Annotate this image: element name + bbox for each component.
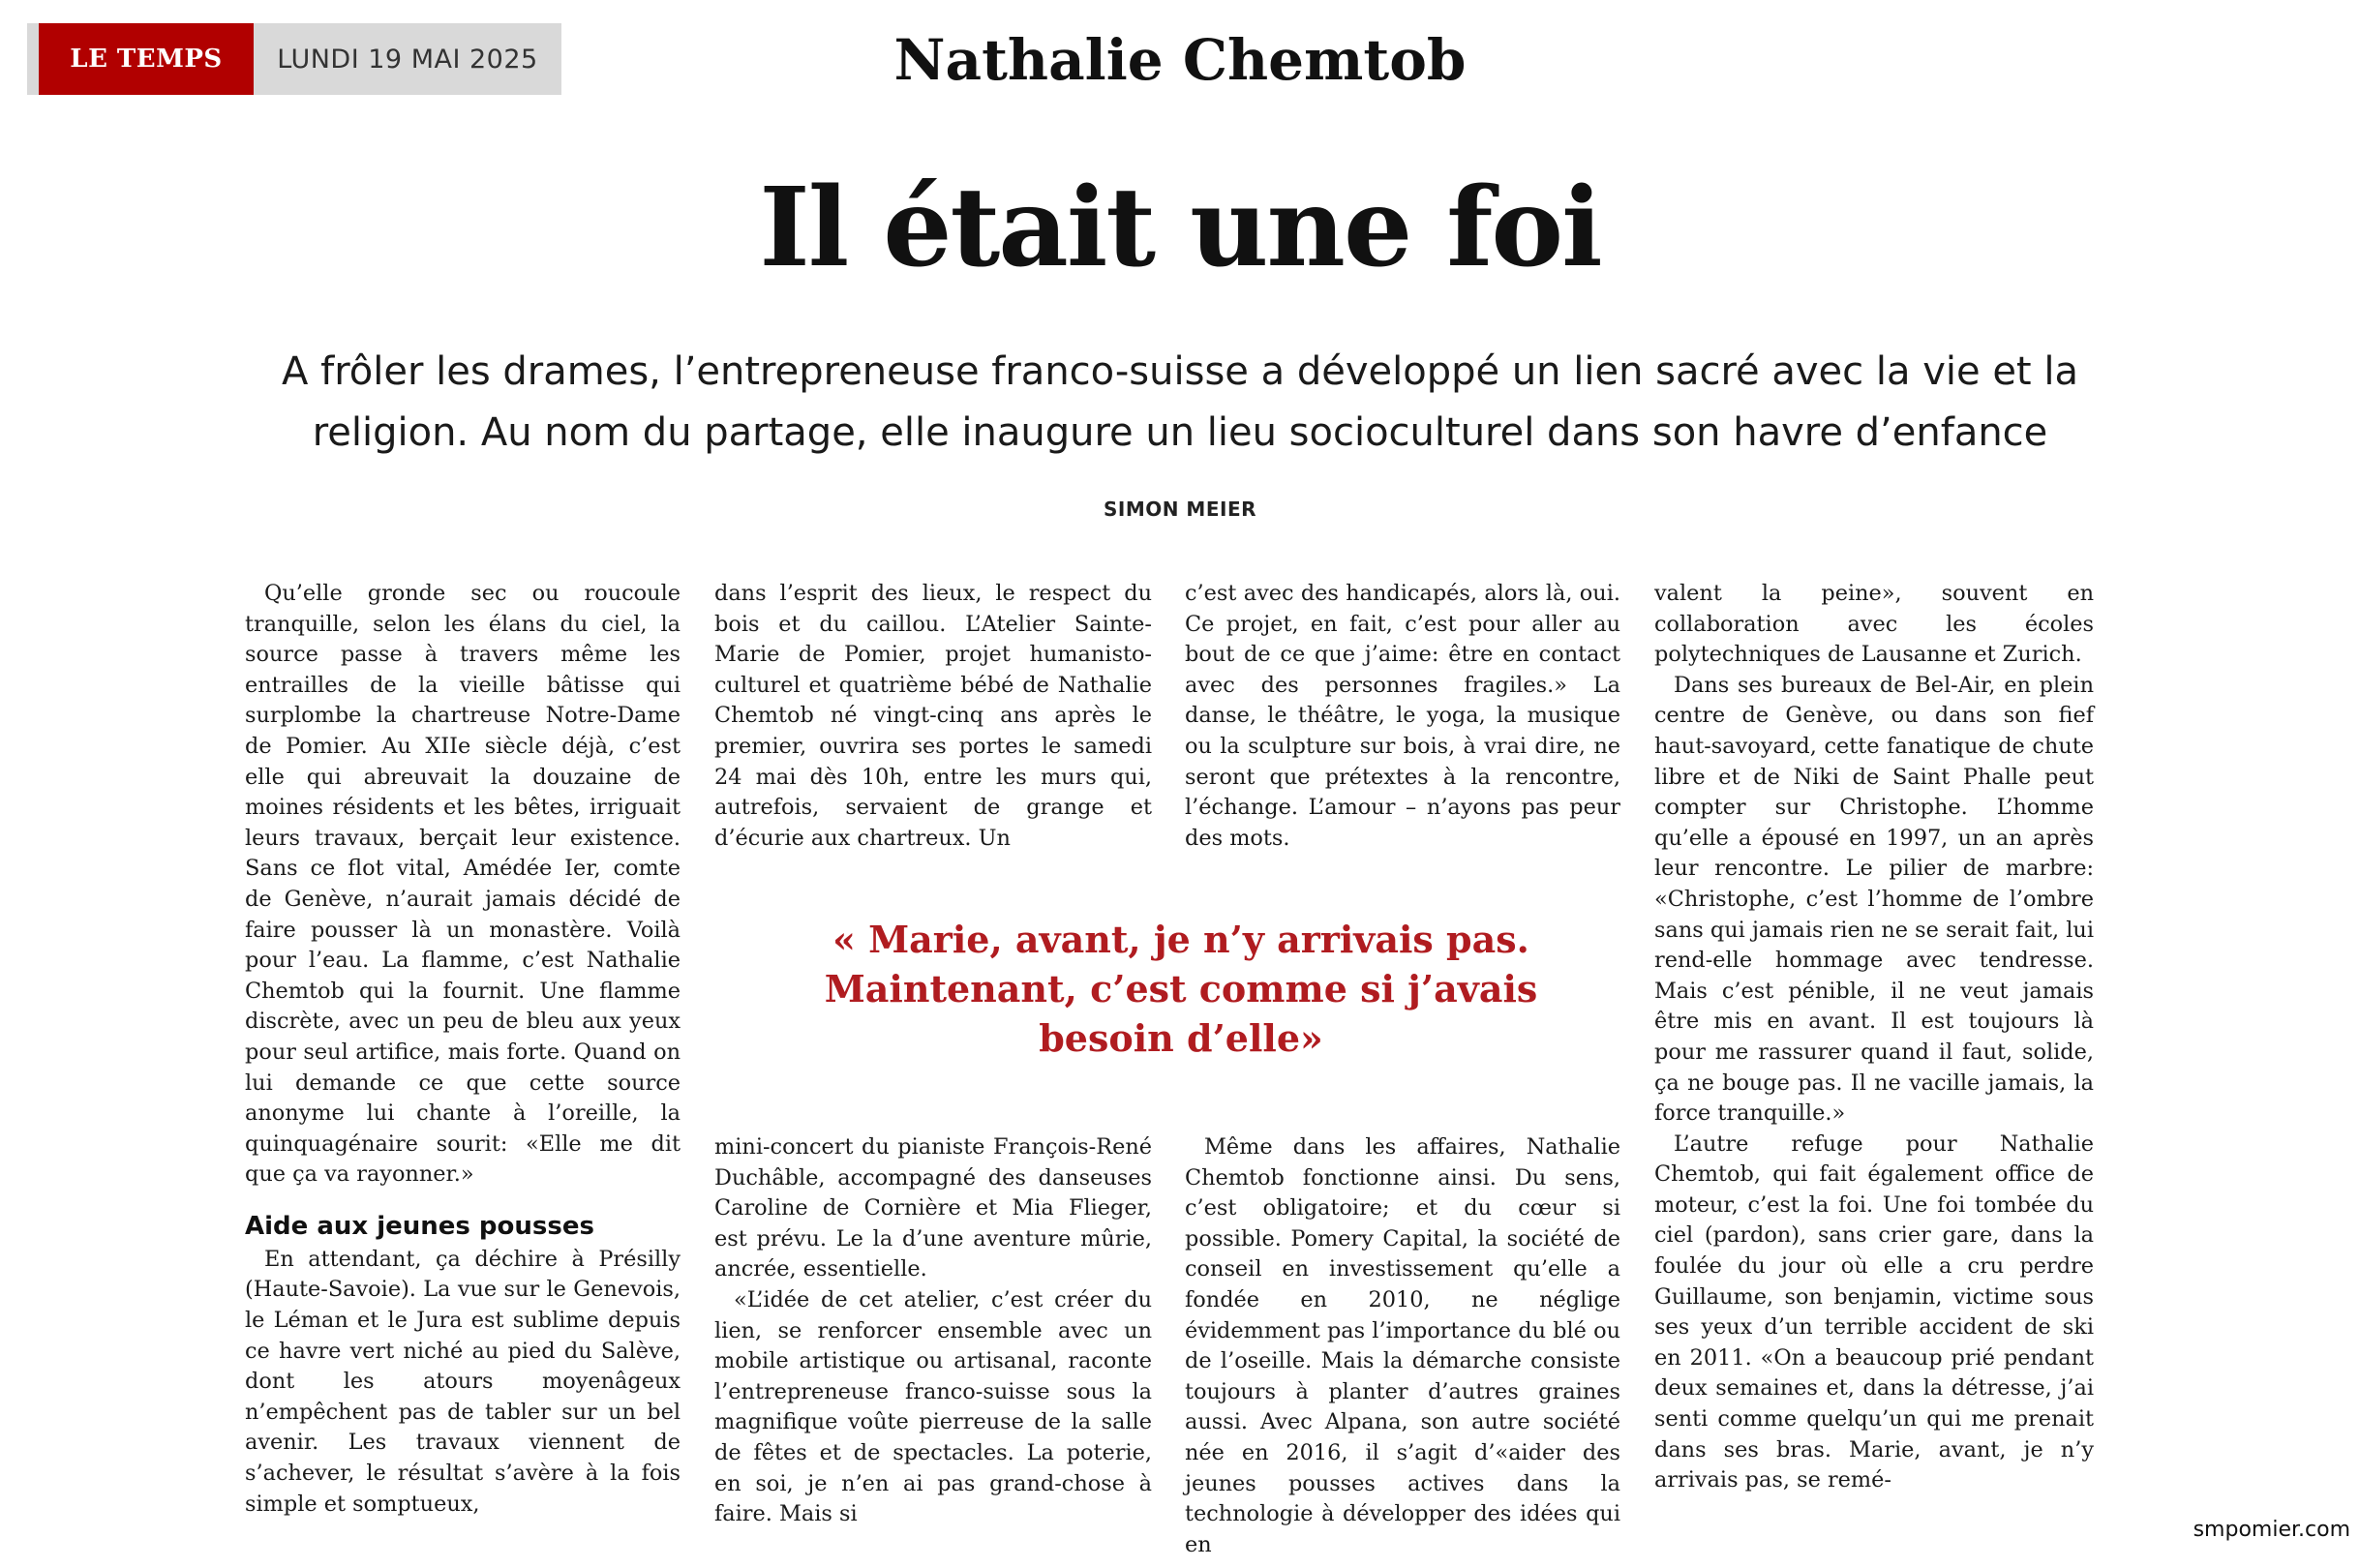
paragraph: Dans ses bureaux de Bel-Air, en plein centre de Genève, ou dans son fief haut-savoyard, cette fanatique de chute libre et de Niki de Saint Phalle peut compter sur Christophe. L’homme qu’elle a épousé en 1997, un an après leur rencontre. Le pilier de marbre: «Christophe, c’est l’homme de l’ombre sans qui jamais rien ne se serait fait, lui rend-elle hommage avec tendresse. Mais c’est pénible, il ne veut jamais être mis en avant. Il est toujours là pour me rassurer quand il faut, solide, ça ne bouge pas. Il ne vacille jamais, la force tranquille.» bbox=[1654, 672, 2094, 1127]
paragraph: Qu’elle gronde sec ou roucoule tranquille, selon les élans du ciel, la source passe à travers même les entrailles de la vieille bâtisse qui surplombe la chartreuse Notre-Dame de Pomier. Au XIIe siècle déjà, c’est elle qui abreuvait la douzaine de moines résidents et les bêtes, irriguait leurs travaux, berçait leur existence. Sans ce flot vital, Amédée Ier, comte de Genève, n’aurait jamais décidé de faire pousser là un monastère. Voilà pour l’eau. La flamme, c’est Nathalie Chemtob qui la fournit. Une flamme discrète, avec un peu de bleu aux yeux pour seul artifice, mais forte. Quand on lui demande ce que cette source anonyme lui chante à l’oreille, la quinquagénaire sourit: «Elle me dit que ça va rayonner.» bbox=[245, 581, 681, 1188]
article-column-3-top bbox=[1185, 579, 1620, 871]
paragraph: dans l’esprit des lieux, le respect du bois et du caillou. L’Atelier Sainte-Marie de Pomier, projet humanisto-culturel et quatrième bébé de Nathalie Chemtob né vingt-cinq ans après le premier, ouvrira ses portes le samedi 24 mai dès 10h, entre les murs qui, autrefois, servaient de grange et d’écurie aux chartreux. Un bbox=[714, 581, 1152, 851]
issue-date: LUNDI 19 MAI 2025 bbox=[277, 44, 538, 75]
paragraph: Même dans les affaires, Nathalie Chemtob fonctionne ainsi. Du sens, c’est obligatoire; et du cœur si possible. Pomery Capital, la société de conseil en investissement qu’elle a fondée en 2010, ne néglige évidemment pas l’importance du blé ou de l’oseille. Mais la démarche consiste toujours à planter d’autres graines aussi. Avec Alpana, son autre société née en 2016, il s’agit d’«aider des jeunes pousses actives dans la technologie à développer des idées qui en bbox=[1185, 1134, 1620, 1557]
source-website: smpomier.com bbox=[2193, 1518, 2350, 1542]
pull-quote: « Marie, avant, je n’y arrivais pas. Maintenant, c’est comme si j’avais besoin d’elle» bbox=[824, 918, 1538, 1060]
paragraph: L’autre refuge pour Nathalie Chemtob, qui fait également office de moteur, c’est la foi. Une foi tombée du ciel (pardon), sans crier gare, dans la foulée du jour où elle a cru perdre Guillaume, son benjamin, victime sous ses yeux d’un terrible accident de ski en 2011. «On a beaucoup prié pendant deux semaines et, dans la détresse, j’ai senti comme quelqu’un qui me prenait dans ses bras. Marie, avant, je n’y arrivais pas, se remé- bbox=[1654, 1131, 2094, 1493]
article-column-1 bbox=[245, 579, 681, 1539]
article-column-4 bbox=[1654, 579, 2094, 1539]
paragraph: mini-concert du pianiste François-René Duchâble, accompagné des danseuses Caroline de Cornière et Mia Flieger, est prévu. Le la d’une aventure mûrie, ancrée, essentielle. bbox=[714, 1134, 1152, 1282]
article-person: Nathalie Chemtob bbox=[893, 27, 1467, 93]
article-headline: Il était une foi bbox=[759, 165, 1601, 291]
paragraph: c’est avec des handicapés, alors là, oui. Ce projet, en fait, c’est pour aller au bout de ce que j’aime: être en contact avec des personnes fragiles.» La danse, le théâtre, le yoga, la musique ou la sculpture sur bois, à vrai dire, ne seront que prétextes à la rencontre, l’échange. L’amour – n’ayons pas peur des mots. bbox=[1185, 581, 1620, 851]
paragraph: valent la peine», souvent en collaboration avec les écoles polytechniques de Lausanne et Zurich. bbox=[1654, 581, 2094, 668]
article-standfirst: A frôler les drames, l’entrepreneuse franco-suisse a développé un lien sacré avec la vie et la religion. Au nom du partage, elle inaugure un lieu socioculturel dans son havre d’enfance bbox=[282, 349, 2078, 455]
article-column-3-bottom bbox=[1185, 1132, 1620, 1557]
paragraph: En attendant, ça déchire à Présilly (Haute-Savoie). La vue sur le Genevois, le Léman et le Jura est sublime depuis ce havre vert niché au pied du Salève, dont les atours moyenâgeux n’empêchent pas de tabler sur un bel avenir. Les travaux viennent de s’achever, le résultat s’avère à la fois simple et somptueux, bbox=[245, 1246, 681, 1517]
article-column-2-bottom bbox=[714, 1132, 1152, 1539]
article-column-2-top bbox=[714, 579, 1152, 871]
article-subhead: Aide aux jeunes pousses bbox=[245, 1211, 594, 1241]
article-byline: SIMON MEIER bbox=[1103, 498, 1257, 521]
newspaper-logo: LE TEMPS bbox=[39, 23, 254, 95]
paragraph: «L’idée de cet atelier, c’est créer du lien, se renforcer ensemble avec un mobile artistique ou artisanal, raconte l’entrepreneuse franco-suisse sous la magnifique voûte pierreuse de la salle de fêtes et de spectacles. La poterie, en soi, je n’en ai pas grand-chose à faire. Mais si bbox=[714, 1286, 1152, 1527]
